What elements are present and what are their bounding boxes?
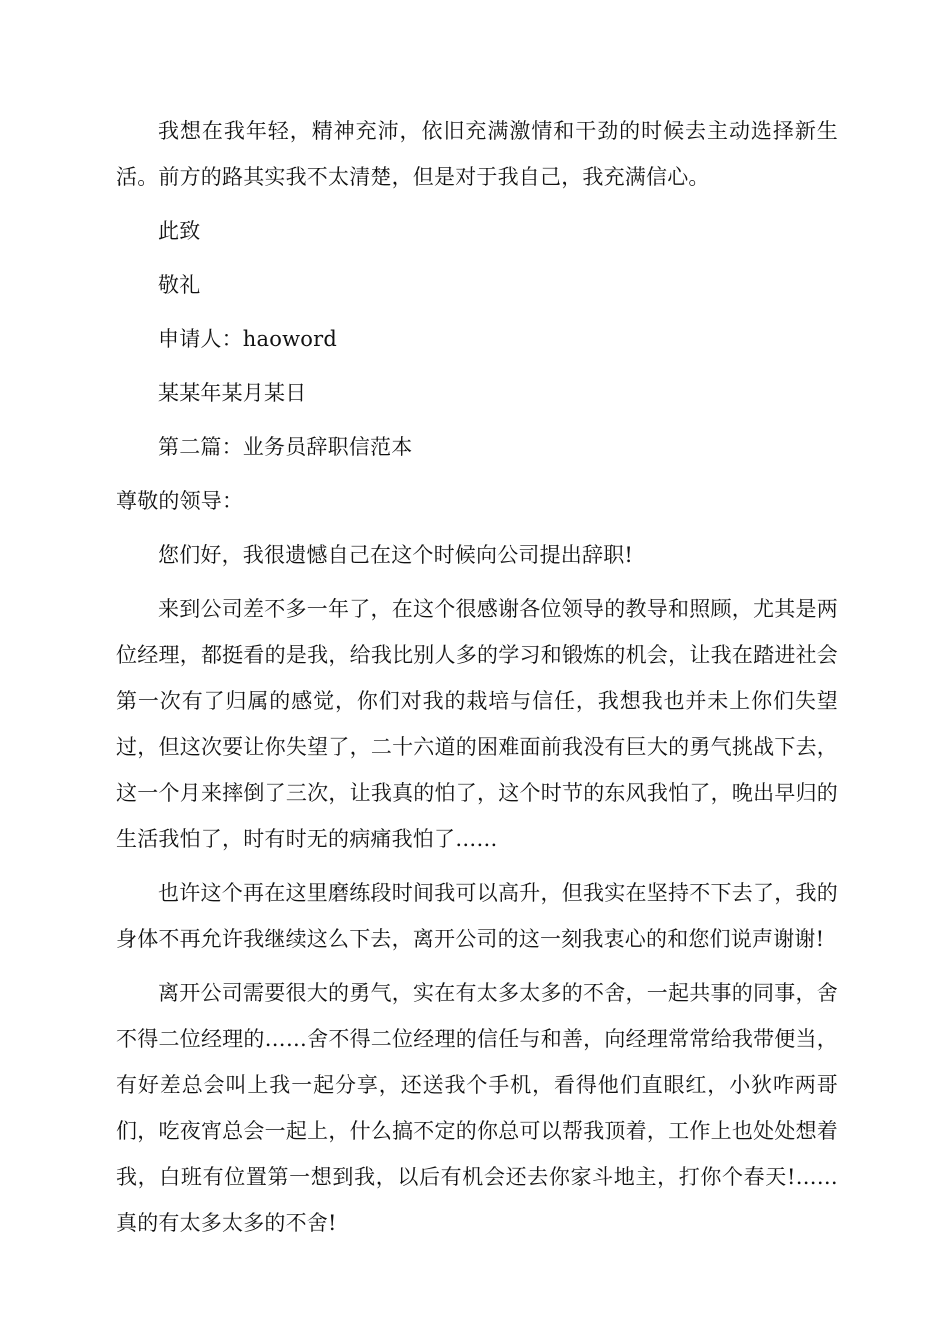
signature-date: 某某年某月某日 [158,381,307,405]
document-body [116,108,838,1254]
paragraph-gratitude: 来到公司差不多一年了，在这个很感谢各位领导的教导和照顾，尤其是两位经理，都挺看的是我，给我比别人多的学习和锻炼的机会，让我在踏进社会第一次有了归属的感觉，你们对我的栽培与信任，我想我也并未上你们失望过，但这次要让你失望了，二十六道的困难面前我没有巨大的勇气挑战下去，这一个月来摔倒了三次，让我真的怕了，这个时节的东风我怕了，晚出早归的生活我怕了，时有时无的病痛我怕了…… [116,597,838,851]
section-title: 第二篇：业务员辞职信范本 [158,435,413,459]
paragraph-resignation-intro: 您们好，我很遗憾自己在这个时候向公司提出辞职! [158,543,634,567]
paragraph-reason: 也许这个再在这里磨练段时间我可以高升，但我实在坚持不下去了，我的身体不再允许我继续这么下去，离开公司的这一刻我衷心的和您们说声谢谢! [116,881,838,951]
letter-greeting: 尊敬的领导： [116,489,244,513]
closing-respect: 敬礼 [158,273,201,297]
applicant-name: 申请人：haoword [158,327,337,351]
paragraph-farewell: 离开公司需要很大的勇气，实在有太多太多的不舍，一起共事的同事，舍不得二位经理的……舍不得二位经理的信任与和善，向经理常常给我带便当，有好差总会叫上我一起分享，还送我个手机，看得他们直眼红，小狄咋两哥们，吃夜宵总会一起上，什么搞不定的你总可以帮我顶着，工作上也处处想着我，白班有位置第一想到我，以后有机会还去你家斗地主，打你个春天!……真的有太多太多的不舍! [116,981,838,1235]
closing-salutation: 此致 [158,219,201,243]
paragraph-new-life: 我想在我年轻，精神充沛，依旧充满激情和干劲的时候去主动选择新生活。前方的路其实我不太清楚，但是对于我自己，我充满信心。 [116,119,838,189]
